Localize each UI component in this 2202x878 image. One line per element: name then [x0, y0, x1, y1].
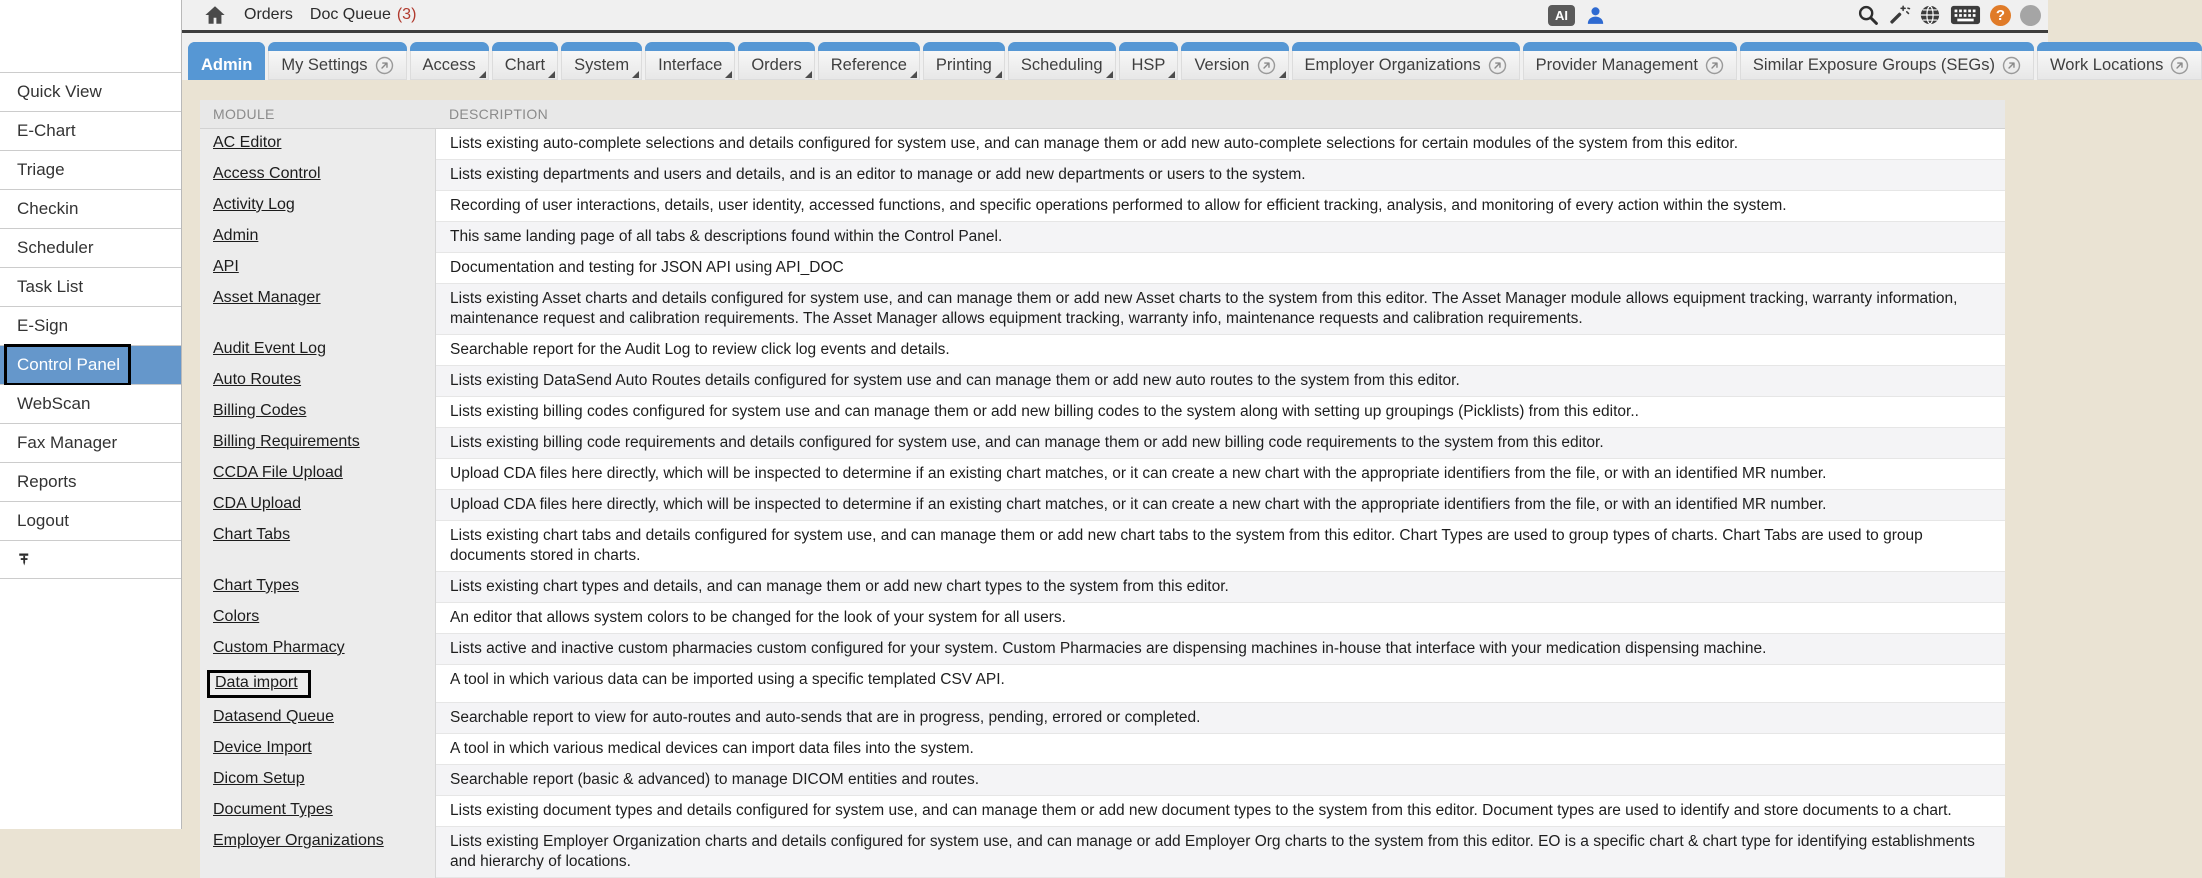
table-row — [200, 428, 2005, 459]
table-row — [200, 572, 2005, 603]
module-link[interactable]: Audit Event Log — [213, 340, 326, 357]
module-link[interactable]: Document Types — [213, 801, 333, 818]
magic-wand-button[interactable] — [1888, 4, 1910, 26]
table-row — [200, 129, 2005, 160]
module-link[interactable]: Admin — [213, 227, 259, 244]
module-link[interactable]: Device Import — [213, 739, 312, 756]
breadcrumb — [182, 0, 2048, 30]
external-link-icon — [2002, 56, 2021, 75]
keyboard-button[interactable] — [1950, 5, 1981, 25]
sidebar-item-label: Scheduler — [17, 238, 94, 257]
module-link[interactable]: CDA Upload — [213, 495, 302, 512]
module-description: Lists existing DataSend Auto Routes details configured for system use and can manage them or add new auto routes to the system from this editor. — [436, 366, 2005, 397]
topbar-center-icons — [1548, 0, 1606, 30]
module-description: Lists active and inactive custom pharmacies custom configured for your system. Custom Pharmacies are dispensing machines in-house that interface with your medication dispensing machine. — [436, 634, 2005, 665]
external-link-icon — [375, 56, 394, 75]
module-description: Documentation and testing for JSON API using API_DOC — [436, 253, 2005, 284]
tab-label: Reference — [830, 55, 907, 74]
ai-badge[interactable]: AI — [1548, 5, 1575, 26]
home-button[interactable] — [204, 4, 226, 26]
topbar-right-icons — [1857, 0, 2041, 30]
module-link[interactable]: Colors — [213, 608, 260, 625]
module-link[interactable]: Chart Tabs — [213, 526, 291, 543]
doc-queue-count-badge: (3) — [396, 6, 417, 23]
module-link[interactable]: Asset Manager — [213, 289, 321, 306]
tab-hsp[interactable] — [1119, 42, 1179, 80]
top-bar — [182, 0, 2048, 33]
sidebar-item-logout[interactable] — [0, 502, 181, 541]
sidebar-item-e-sign[interactable] — [0, 307, 181, 346]
sidebar-item-e-chart[interactable] — [0, 112, 181, 151]
globe-button[interactable] — [1919, 4, 1941, 26]
tab-chart[interactable] — [492, 42, 558, 80]
user-button[interactable] — [1585, 5, 1606, 26]
table-row — [200, 459, 2005, 490]
globe-icon — [1919, 4, 1941, 26]
sidebar-item-label: Quick View — [17, 82, 102, 101]
tab-label: My Settings — [281, 55, 368, 74]
sidebar-item-label: Logout — [17, 511, 69, 530]
tab-scheduling[interactable] — [1008, 42, 1116, 80]
module-description: A tool in which various medical devices can import data files into the system. — [436, 734, 2005, 765]
help-button[interactable]: ? — [1990, 5, 2011, 26]
tab-version[interactable] — [1181, 42, 1288, 80]
tab-similar-exposure-groups[interactable] — [1740, 42, 2034, 80]
sidebar-item-control-panel[interactable] — [0, 346, 181, 385]
module-description: Lists existing chart types and details, and can manage them or add new chart types to the system from this editor. — [436, 572, 2005, 603]
table-row — [200, 253, 2005, 284]
sidebar-item-triage[interactable] — [0, 151, 181, 190]
table-row — [200, 796, 2005, 827]
user-icon — [1585, 5, 1606, 26]
module-description: Lists existing departments and users and details, and is an editor to manage or add new departments or users to the system. — [436, 160, 2005, 191]
module-description: Searchable report to view for auto-routes and auto-sends that are in progress, pending, errored or completed. — [436, 703, 2005, 734]
external-link-icon — [1257, 56, 1276, 75]
tab-label: Orders — [751, 55, 802, 74]
module-description: Searchable report for the Audit Log to review click log events and details. — [436, 335, 2005, 366]
module-link[interactable]: Access Control — [213, 165, 321, 182]
module-description: Lists existing billing codes configured for system use and can manage them or add new billing codes to the system along with setting up groupings (Picklists) from this editor.. — [436, 397, 2005, 428]
pushpin-icon — [17, 552, 32, 567]
breadcrumb-orders[interactable]: Orders — [244, 6, 293, 23]
module-link[interactable]: Dicom Setup — [213, 770, 305, 787]
module-description: An editor that allows system colors to be changed for the look of your system for all users. — [436, 603, 2005, 634]
module-link[interactable]: Billing Requirements — [213, 433, 360, 450]
tab-label: Access — [422, 55, 476, 74]
module-description: Lists existing billing code requirements and details configured for system use, and can manage them or add new billing code requirements to the system from this editor. — [436, 428, 2005, 459]
column-header-description: DESCRIPTION — [449, 106, 548, 122]
tab-access[interactable] — [410, 42, 489, 80]
tab-label: Provider Management — [1535, 55, 1698, 74]
table-row — [200, 366, 2005, 397]
tab-label: Admin — [201, 55, 253, 74]
sidebar-item-quick-view[interactable] — [0, 73, 181, 112]
home-icon — [204, 4, 226, 26]
magic-wand-icon — [1888, 4, 1910, 26]
table-row — [200, 634, 2005, 665]
sidebar-item-label: Reports — [17, 472, 77, 491]
module-description: Searchable report (basic & advanced) to manage DICOM entities and routes. — [436, 765, 2005, 796]
avatar[interactable] — [2020, 5, 2041, 26]
sidebar-item-label: Checkin — [17, 199, 79, 218]
content-area — [182, 80, 2048, 870]
module-link[interactable]: CCDA File Upload — [213, 464, 343, 481]
table-row — [200, 284, 2005, 335]
module-link-annotated[interactable]: Data import — [207, 670, 311, 698]
tab-employer-organizations[interactable] — [1292, 42, 1520, 80]
sidebar-item-task-list[interactable] — [0, 268, 181, 307]
tab-printing[interactable] — [923, 42, 1005, 80]
external-link-icon — [1705, 56, 1724, 75]
module-link[interactable]: Auto Routes — [213, 371, 302, 388]
tab-label: Similar Exposure Groups (SEGs) — [1752, 55, 1995, 74]
sidebar-item-fax-manager[interactable] — [0, 424, 181, 463]
table-row — [200, 827, 2005, 878]
tab-label: Interface — [658, 55, 723, 74]
tab-label: Chart — [504, 55, 546, 74]
table-row — [200, 222, 2005, 253]
sidebar-item-label: Control Panel — [17, 355, 121, 374]
table-row-data-import — [200, 665, 2005, 703]
tab-label: Employer Organizations — [1304, 55, 1481, 74]
module-description: Recording of user interactions, details, user identity, accessed functions, and specific operations performed to allow for efficient tracking, analysis, and monitoring of every action within the system. — [436, 191, 2005, 222]
sidebar-item-checkin[interactable] — [0, 190, 181, 229]
sidebar-item-label: E-Chart — [17, 121, 76, 140]
table-row — [200, 191, 2005, 222]
tab-label: System — [574, 55, 630, 74]
module-description: Upload CDA files here directly, which will be inspected to determine if an existing chart matches, or it can create a new chart with the appropriate identifiers from the file, or with an identified MR number. — [436, 459, 2005, 490]
table-header — [200, 100, 2005, 129]
module-link[interactable]: Chart Types — [213, 577, 299, 594]
sidebar — [0, 0, 182, 829]
module-description: Lists existing chart tabs and details configured for system use, and can manage them or add new chart tabs to the system from this editor. Chart Types are used to group types of charts. Chart Tabs are used to group documents stored in charts. — [436, 521, 2005, 572]
tab-bar — [182, 33, 2164, 80]
table-row — [200, 734, 2005, 765]
sidebar-item-webscan[interactable] — [0, 385, 181, 424]
keyboard-icon — [1950, 5, 1981, 25]
table-row — [200, 703, 2005, 734]
module-description: Lists existing Asset charts and details configured for system use, and can manage them or add new Asset charts to the system from this editor. The Asset Manager module allows equipment tracking, warranty information, maintenance request and calibration requirements. The Asset Manager allows equipment tracking, warranty info, maintenance requests and calibration requirements. — [436, 284, 2005, 335]
module-description: A tool in which various data can be imported using a specific templated CSV API. — [436, 665, 2005, 703]
table-row — [200, 490, 2005, 521]
sidebar-item-label: WebScan — [17, 394, 91, 413]
tab-system[interactable] — [561, 42, 642, 80]
module-link[interactable]: AC Editor — [213, 134, 282, 151]
sidebar-item-label: E-Sign — [17, 316, 69, 335]
sidebar-item-label: Fax Manager — [17, 433, 118, 452]
tab-interface[interactable] — [645, 42, 735, 80]
sidebar-item-scheduler[interactable] — [0, 229, 181, 268]
tab-reference[interactable] — [818, 42, 920, 80]
module-description: Upload CDA files here directly, which will be inspected to determine if an existing chart matches, or it can create a new chart with the appropriate identifiers from the file, or with an identified MR number. — [436, 490, 2005, 521]
table-row — [200, 397, 2005, 428]
module-link[interactable]: API — [213, 258, 239, 275]
external-link-icon — [2170, 56, 2189, 75]
module-description: Lists existing Employer Organization charts and details configured for system use, and can manage or add Employer Org charts to the system from this editor. EO is a specific chart & chart type for identifying establishments and hierarchy of locations. — [436, 827, 2005, 878]
table-row — [200, 603, 2005, 634]
search-button[interactable] — [1857, 4, 1879, 26]
table-row — [200, 160, 2005, 191]
tab-admin[interactable] — [188, 42, 265, 80]
tab-label: Scheduling — [1020, 55, 1103, 74]
module-link[interactable]: Datasend Queue — [213, 708, 334, 725]
table-row — [200, 335, 2005, 366]
sidebar-item-label: Triage — [17, 160, 65, 179]
tab-my-settings[interactable] — [268, 42, 406, 80]
module-table-panel — [200, 100, 2005, 870]
tab-orders[interactable] — [738, 42, 814, 80]
module-link[interactable]: Employer Organizations — [213, 832, 384, 849]
sidebar-item-reports[interactable] — [0, 463, 181, 502]
table-row — [200, 521, 2005, 572]
tab-label: Version — [1194, 55, 1250, 74]
breadcrumb-doc-queue[interactable]: Doc Queue — [309, 6, 391, 23]
module-link[interactable]: Activity Log — [213, 196, 295, 213]
table-body — [200, 129, 2005, 878]
tab-label: HSP — [1131, 55, 1166, 74]
tab-provider-management[interactable] — [1523, 42, 1737, 80]
module-link[interactable]: Billing Codes — [213, 402, 307, 419]
module-description: Lists existing auto-complete selections and details configured for system use, and can manage them or add new auto-complete selections for certain modules of the system from this editor. — [436, 129, 2005, 160]
tab-work-locations[interactable] — [2037, 42, 2202, 80]
sidebar-list — [0, 72, 181, 579]
column-header-module: MODULE — [213, 106, 275, 122]
module-link[interactable]: Custom Pharmacy — [213, 639, 345, 656]
search-icon — [1857, 4, 1879, 26]
module-description: This same landing page of all tabs & descriptions found within the Control Panel. — [436, 222, 2005, 253]
table-row — [200, 765, 2005, 796]
module-description: Lists existing document types and details configured for system use, and can manage them or add new document types to the system from this editor. Document types are used to identify and store documents to a chart. — [436, 796, 2005, 827]
tab-label: Printing — [935, 55, 992, 74]
tab-label: Work Locations — [2050, 55, 2164, 74]
sidebar-item-label: Task List — [17, 277, 84, 296]
external-link-icon — [1488, 56, 1507, 75]
sidebar-pin-toggle[interactable] — [0, 541, 181, 579]
